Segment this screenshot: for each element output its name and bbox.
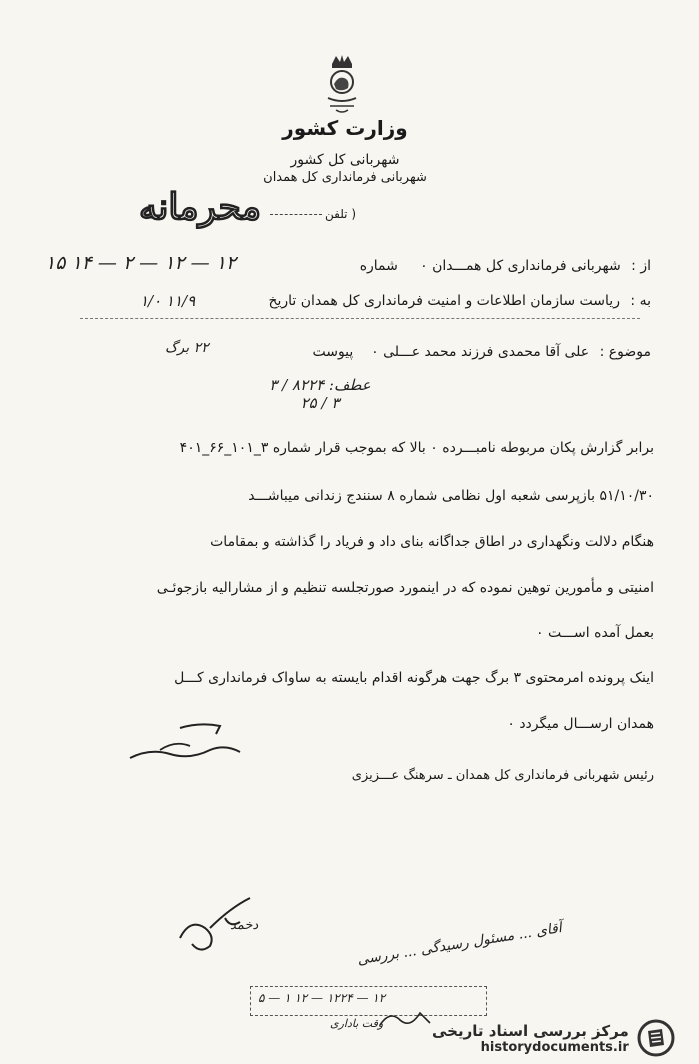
watermark (432, 1014, 694, 1062)
watermark-url: historydocuments.ir (480, 1039, 629, 1055)
attachment-value: ۲۲ برگ (165, 340, 209, 356)
from-row (360, 258, 651, 274)
body-line-5: بعمل آمده اســـت ۰ (536, 625, 654, 641)
from-number: ۱۵ ۱۴ — ۲ — ۱۲ — ۱۲ (45, 252, 237, 274)
margin-note: آقای ... مسئول رسیدگی ... بررسی (356, 920, 563, 969)
followup-line-2: ۳ / ۲۵ (300, 394, 340, 412)
followup-line-1: عطف: ۸۲۲۴ / ۳ (269, 376, 371, 394)
divider (80, 318, 640, 319)
registration-text: وقت باداری (330, 1017, 384, 1030)
archive-logo-icon (637, 1019, 675, 1057)
attachment-label: پیوست (312, 344, 354, 360)
subject-value: علی آقا محمدی فرزند محمد عـــلی ۰ (371, 344, 590, 360)
from-label: از : (631, 258, 651, 274)
body-line-2: ۵۱/۱۰/۳۰ بازپرسی شعبه اول نظامی شماره ۸ سنندج زندانی میباشـــد (248, 488, 654, 504)
classification-stamp (90, 183, 310, 231)
ministry-title: وزارت کشور (282, 116, 408, 140)
registration-scribble (375, 1005, 435, 1030)
office-line-1: شهربانی کل کشور (290, 152, 400, 168)
bottom-handwritten-name: دخمد (230, 918, 259, 933)
phone-label: ( تلفن (325, 207, 357, 221)
handwritten-signature (170, 888, 280, 958)
to-value: ریاست سازمان اطلاعات و امنیت فرمانداری کل همدان تاریخ (268, 293, 620, 309)
subject-row (312, 344, 651, 360)
body-line-4: امنیتی و مأمورین توهین نموده که در اینمورد صورتجلسه تنظیم و از مشارالیه بازجوئـی (156, 580, 654, 596)
to-label: به : (630, 293, 651, 309)
to-row (268, 293, 651, 309)
number-label: شماره (359, 258, 398, 274)
subject-label: موضوع : (599, 344, 651, 360)
followup-reference (250, 376, 390, 412)
body-line-6: اینک پرونده امرمحتوی ۳ برگ جهت هرگونه اقدام بایسته به ساواک فرمانداری کـــل (174, 670, 654, 686)
phone-line (270, 214, 322, 215)
signature-scribble (120, 720, 250, 770)
signature-line: رئیس شهربانی فرمانداری کل همدان ـ سرهنگ عـــزیزی (351, 768, 654, 783)
body-line-7: همدان ارســـال میگردد ۰ (507, 716, 654, 732)
registration-number: ۵ — ۱ ۱۲ — ۱۲۲۴ — ۱۲ (258, 991, 386, 1005)
watermark-title: مرکز بررسی اسناد تاریخی (432, 1021, 629, 1040)
from-value: شهربانی فرمانداری کل همـــدان ۰ (420, 258, 621, 274)
body-line-1: برابر گزارش پکان مربوطه نامبـــرده ۰ بالا که بموجب قرار شماره ۳_۱۰۱_۶۶_۴۰۱ (179, 440, 654, 456)
classification-stamp-text: محرمانه (139, 186, 261, 228)
crown-lion-emblem-icon (318, 54, 366, 116)
to-number: ۱/۰ ۱۱/۹ (140, 292, 196, 310)
office-line-2: شهربانی فرمانداری کل همدان (263, 170, 427, 185)
body-line-3: هنگام دلالت ونگهداری در اطاق جداگانه بنای داد و فریاد را گذاشته و بمقامات (210, 534, 654, 550)
watermark-text (432, 1022, 629, 1055)
